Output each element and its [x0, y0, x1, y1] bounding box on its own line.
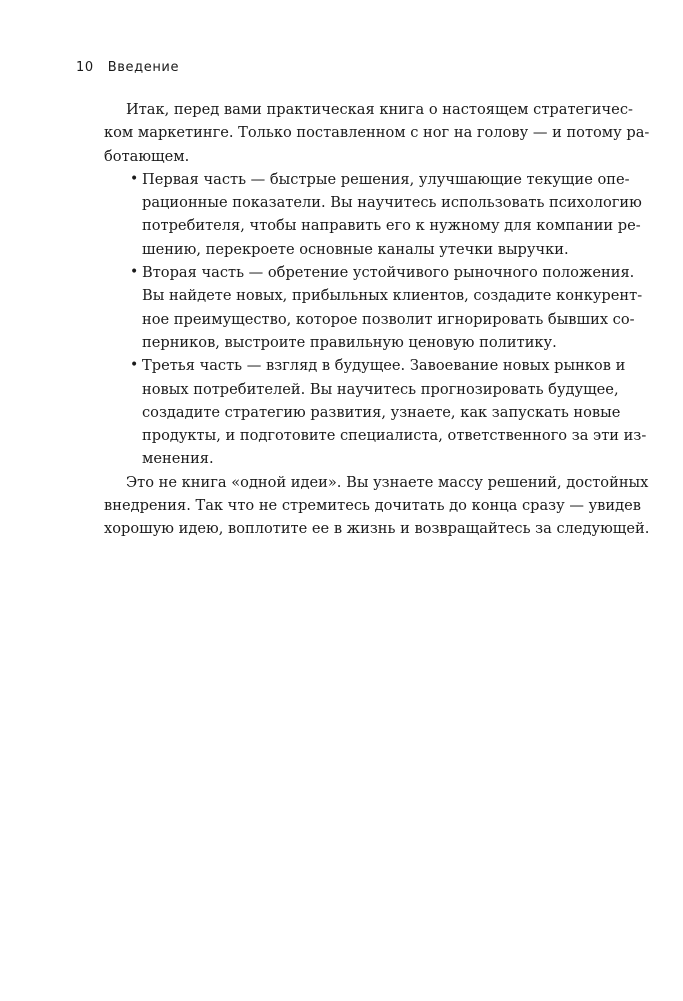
text-line: перников, выстроите правильную ценовую политику. [142, 333, 557, 351]
text-line: внедрения. Так что не стремитесь дочитать до конца сразу — увидев [104, 497, 641, 515]
text-line: хорошую идею, воплотите ее в жизнь и возвращайтесь за следующей. [104, 520, 650, 538]
bullet-item-third-part [104, 354, 647, 470]
intro-paragraph [104, 98, 650, 168]
bullet-icon: • [130, 170, 139, 187]
text-line: Первая часть — быстрые решения, улучшающие текущие опе- [142, 170, 630, 188]
text-line: ком маркетинге. Только поставленном с ног на голову — и потому ра- [104, 124, 650, 142]
text-line: Вторая часть — обретение устойчивого рыночного положения. [142, 264, 635, 282]
closing-paragraph [104, 471, 650, 541]
text-line: Третья часть — взгляд в будущее. Завоевание новых рынков и [142, 357, 626, 375]
text-line: Вы найдете новых, прибыльных клиентов, создадите конкурент- [142, 287, 643, 305]
text-line: ное преимущество, которое позволит игнорировать бывших со- [142, 310, 635, 328]
text-line: новых потребителей. Вы научитесь прогнозировать будущее, [142, 380, 619, 398]
text-line: Это не книга «одной идеи». Вы узнаете массу решений, достойных [126, 473, 649, 491]
running-header [76, 60, 179, 75]
text-line: создадите стратегию развития, узнаете, как запускать новые [142, 403, 621, 421]
text-line: шению, перекроете основные каналы утечки выручки. [142, 240, 569, 258]
text-line: продукты, и подготовите специалиста, ответственного за эти из- [142, 427, 647, 445]
text-line: менения. [142, 450, 214, 468]
body-text [104, 98, 650, 541]
bullet-item-first-part [104, 168, 642, 261]
section-title: Введение [107, 60, 180, 75]
bullet-icon: • [130, 264, 139, 281]
bullet-icon: • [130, 357, 139, 374]
text-line: рационные показатели. Вы научитесь использовать психологию [142, 194, 642, 212]
page-number: 10 [76, 60, 94, 75]
text-line: Итак, перед вами практическая книга о настоящем стратегичес- [126, 101, 633, 118]
bullet-item-second-part [104, 261, 643, 354]
text-line: ботающем. [104, 147, 190, 165]
text-line: потребителя, чтобы направить его к нужному для компании ре- [142, 217, 641, 235]
